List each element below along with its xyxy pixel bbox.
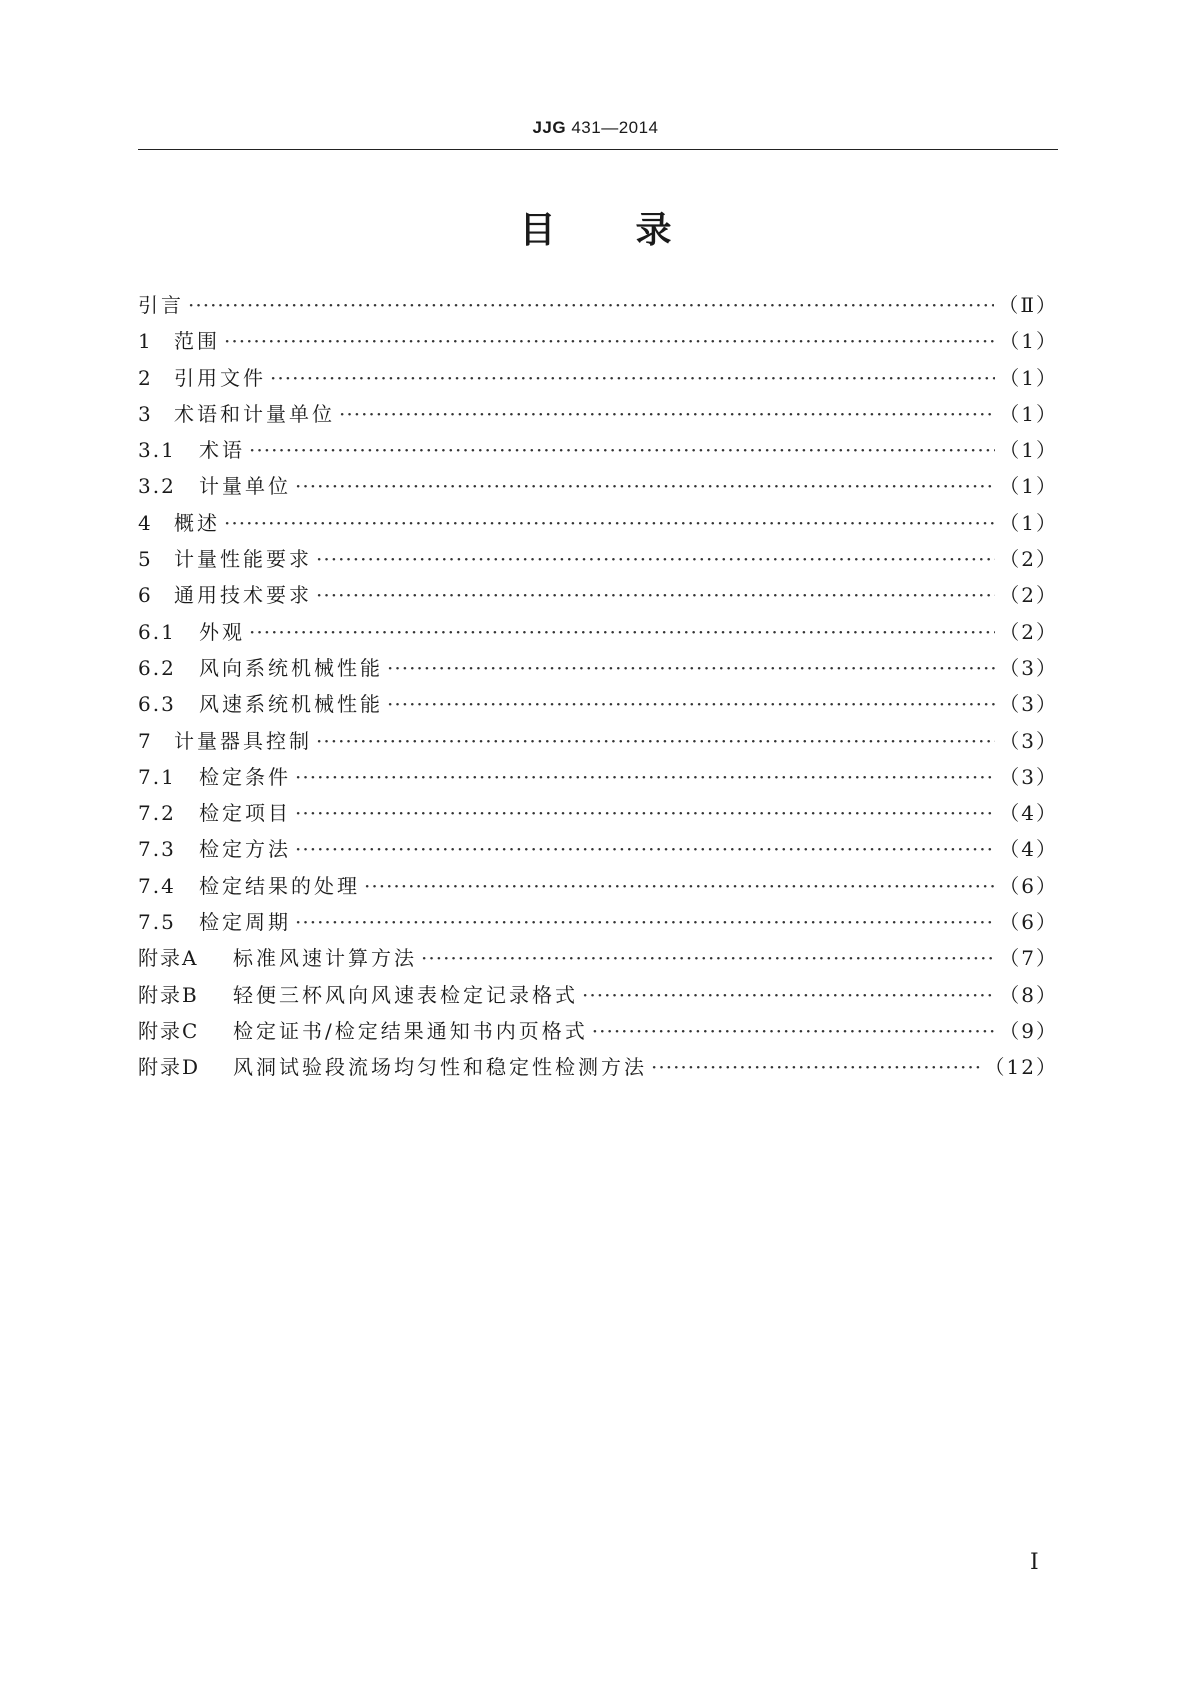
toc-entry-label: 检定周期 [199, 910, 291, 935]
toc-entry-page: （1） [999, 474, 1058, 499]
toc-entry-label: 范围 [174, 329, 220, 354]
toc-entry-label: 标准风速计算方法 [233, 946, 417, 971]
toc-entry-number: 6 [138, 583, 153, 608]
header-rule [138, 149, 1058, 150]
toc-leader-dots [270, 366, 995, 390]
toc-entry-7-3[interactable] [138, 833, 1058, 869]
toc-entry-number: 5 [138, 547, 153, 572]
toc-entry-7-5[interactable] [138, 906, 1058, 942]
toc-leader-dots [295, 474, 995, 498]
toc-entry-label: 检定条件 [199, 764, 291, 789]
toc-entry-page: （1） [999, 510, 1058, 535]
toc-entry-page: （6） [999, 873, 1058, 898]
toc-entry-page: （9） [999, 1018, 1058, 1043]
toc-entry-6-2[interactable] [138, 652, 1058, 688]
toc-entry-7-1[interactable] [138, 761, 1058, 797]
toc-leader-dots [582, 983, 995, 1007]
toc-entry-label: 引言 [138, 293, 184, 317]
toc-entry-number: 附录C [138, 1018, 200, 1043]
toc-entry-label: 风速系统机械性能 [199, 692, 383, 717]
toc-entry-label: 计量性能要求 [174, 547, 312, 572]
toc-entry-label: 引用文件 [174, 365, 266, 390]
toc-entry-number: 6.3 [138, 692, 176, 717]
toc-entry-page: （Ⅱ） [998, 293, 1058, 317]
page-number: Ⅰ [1030, 1550, 1039, 1575]
toc-leader-dots [224, 511, 995, 535]
toc-entry-6-1[interactable] [138, 616, 1058, 652]
toc-entry-introduction[interactable] [138, 289, 1058, 325]
toc-entry-appendix-b[interactable] [138, 979, 1058, 1015]
toc-leader-dots [249, 438, 995, 462]
toc-entry-number: 4 [138, 510, 153, 535]
toc-leader-dots [421, 946, 995, 970]
toc-leader-dots [295, 801, 995, 825]
standard-code-number: 431—2014 [566, 118, 659, 137]
toc-entry-number: 7.4 [138, 873, 176, 898]
toc-entry-3-1[interactable] [138, 434, 1058, 470]
toc-entry-page: （1） [999, 438, 1058, 463]
toc-entry-number: 7 [138, 728, 153, 753]
toc-entry-number: 7.2 [138, 801, 176, 826]
toc-entry-number: 附录A [138, 946, 199, 971]
toc-leader-dots [224, 329, 995, 353]
toc-entry-number: 3 [138, 401, 153, 426]
toc-entry-appendix-d[interactable] [138, 1051, 1058, 1087]
toc-leader-dots [387, 692, 995, 716]
toc-entry-label: 概述 [174, 510, 220, 535]
toc-entry-2[interactable] [138, 362, 1058, 398]
toc-entry-3[interactable] [138, 398, 1058, 434]
toc-leader-dots [188, 293, 994, 317]
table-of-contents [138, 289, 1058, 1088]
toc-entry-7-2[interactable] [138, 797, 1058, 833]
toc-entry-page: （1） [999, 365, 1058, 390]
toc-entry-3-2[interactable] [138, 470, 1058, 506]
toc-entry-label: 检定方法 [199, 837, 291, 862]
standard-code-prefix: JJG [532, 118, 567, 137]
toc-entry-label: 风向系统机械性能 [199, 655, 383, 680]
toc-entry-6[interactable] [138, 579, 1058, 615]
toc-entry-label: 通用技术要求 [174, 583, 312, 608]
toc-entry-number: 1 [138, 329, 153, 354]
toc-leader-dots [364, 874, 995, 898]
toc-entry-page: （3） [999, 728, 1058, 753]
toc-leader-dots [651, 1055, 981, 1079]
toc-entry-number: 附录B [138, 982, 199, 1007]
toc-entry-page: （3） [999, 764, 1058, 789]
toc-leader-dots [316, 583, 995, 607]
toc-entry-label: 检定证书/检定结果通知书内页格式 [233, 1018, 588, 1043]
toc-entry-page: （2） [999, 583, 1058, 608]
toc-entry-appendix-c[interactable] [138, 1015, 1058, 1051]
toc-leader-dots [339, 402, 995, 426]
toc-leader-dots [295, 765, 995, 789]
toc-entry-label: 检定结果的处理 [199, 873, 360, 898]
toc-entry-page: （4） [999, 837, 1058, 862]
toc-leader-dots [592, 1019, 996, 1043]
toc-entry-4[interactable] [138, 507, 1058, 543]
toc-entry-page: （12） [984, 1055, 1058, 1080]
toc-entry-label: 计量器具控制 [174, 728, 312, 753]
toc-entry-appendix-a[interactable] [138, 942, 1058, 978]
toc-entry-label: 风洞试验段流场均匀性和稳定性检测方法 [233, 1055, 647, 1080]
toc-leader-dots [316, 547, 995, 571]
toc-entry-label: 计量单位 [199, 474, 291, 499]
toc-entry-7[interactable] [138, 725, 1058, 761]
toc-entry-number: 7.1 [138, 764, 176, 789]
toc-entry-label: 轻便三杯风向风速表检定记录格式 [233, 982, 578, 1007]
toc-entry-page: （7） [999, 946, 1058, 971]
toc-entry-number: 7.5 [138, 910, 176, 935]
toc-entry-number: 2 [138, 365, 153, 390]
toc-entry-page: （2） [999, 619, 1058, 644]
toc-entry-number: 6.2 [138, 655, 176, 680]
toc-entry-1[interactable] [138, 325, 1058, 361]
toc-entry-number: 3.1 [138, 438, 176, 463]
toc-entry-page: （3） [999, 692, 1058, 717]
toc-entry-6-3[interactable] [138, 688, 1058, 724]
toc-entry-number: 7.3 [138, 837, 176, 862]
toc-entry-5[interactable] [138, 543, 1058, 579]
toc-entry-page: （3） [999, 655, 1058, 680]
toc-entry-label: 术语 [199, 438, 245, 463]
toc-entry-number: 附录D [138, 1055, 201, 1080]
toc-entry-number: 3.2 [138, 474, 176, 499]
toc-entry-number: 6.1 [138, 619, 176, 644]
toc-entry-page: （6） [999, 910, 1058, 935]
toc-leader-dots [295, 837, 995, 861]
toc-entry-label: 检定项目 [199, 801, 291, 826]
toc-entry-page: （4） [999, 801, 1058, 826]
toc-leader-dots [316, 729, 995, 753]
toc-entry-page: （2） [999, 547, 1058, 572]
toc-entry-page: （1） [999, 401, 1058, 426]
toc-entry-label: 术语和计量单位 [174, 401, 335, 426]
running-header [0, 118, 1191, 138]
toc-leader-dots [249, 620, 995, 644]
page-title: 目录 [519, 210, 752, 251]
toc-entry-page: （8） [999, 982, 1058, 1007]
toc-entry-page: （1） [999, 329, 1058, 354]
toc-entry-label: 外观 [199, 619, 245, 644]
toc-leader-dots [387, 656, 995, 680]
toc-entry-7-4[interactable] [138, 870, 1058, 906]
toc-leader-dots [295, 910, 995, 934]
